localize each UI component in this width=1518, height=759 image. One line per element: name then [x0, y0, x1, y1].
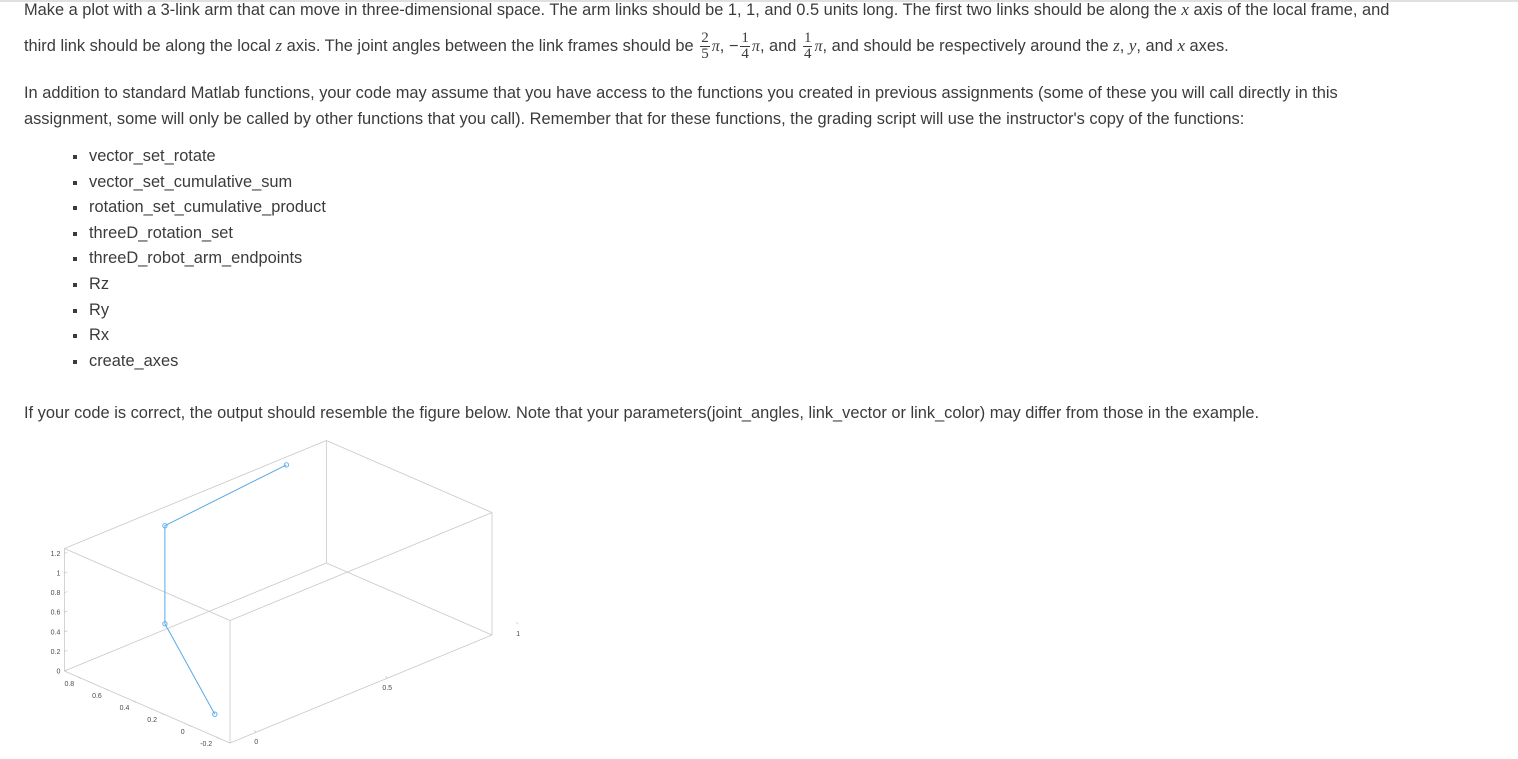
list-item: Rx: [72, 323, 326, 349]
list-item: vector_set_rotate: [72, 144, 326, 170]
list-item: Ry: [72, 298, 326, 324]
z-tick-label: 0.4: [50, 629, 61, 637]
bullet-icon: [73, 181, 77, 185]
fraction-angle-2: $\frac{1}{4}$: [741, 30, 749, 62]
z-tick-label: 0.8: [50, 590, 61, 598]
var-x: x: [1181, 0, 1189, 19]
z-tick-mark: [64, 552, 67, 553]
z-tick-mark: [64, 592, 67, 593]
list-item: threeD_rotation_set: [72, 221, 326, 247]
bullet-icon: [73, 206, 77, 210]
instructions-line-2: third link should be along the local z axis. The joint angles between the link frames should be $\frac{2}{5}$ π, − $\frac{1}{4}$ π, and $\frac{1}{4}$ π, and should be respectively around the z, y, and x axes.: [24, 30, 1229, 62]
z-tick-label: 1: [56, 570, 61, 578]
list-item: vector_set_cumulative_sum: [72, 170, 326, 196]
y-tick-label: 0.4: [119, 705, 130, 712]
y-tick-label: 0.8: [64, 681, 75, 688]
x-tick-label: 0: [254, 739, 259, 747]
x-tick-mark: [385, 676, 387, 678]
bullet-icon: [73, 283, 77, 287]
list-item: Rz: [72, 272, 326, 298]
bullet-icon: [73, 257, 77, 261]
axis-box-edge: [64, 549, 230, 621]
fraction-angle-1: $\frac{2}{5}$: [701, 30, 709, 62]
y-tick-label: 0.6: [92, 693, 102, 700]
bullet-icon: [73, 309, 77, 313]
figure-caption-paragraph: If your code is correct, the output should resemble the figure below. Note that your parameters(joint_angles, link_vector or link_color) may differ from those in the example.: [24, 404, 1260, 422]
list-item: threeD_robot_arm_endpoints: [72, 246, 326, 272]
functions-intro-line-1: In addition to standard Matlab functions, your code may assume that you have access to the functions you created in previous assignments (some of these you will call directly in this: [24, 84, 1338, 102]
axis-box-edge: [64, 441, 326, 549]
functions-intro-line-2: assignment, some will only be called by other functions that you call). Remember that for these functions, the grading script will use the instructor's copy of the functions:: [24, 110, 1245, 128]
bullet-icon: [73, 155, 77, 159]
arm-link-line: [165, 465, 287, 714]
x-tick-mark: [254, 730, 256, 732]
functions-intro-paragraph: [24, 80, 1338, 132]
fraction-angle-3: $\frac{1}{4}$: [803, 30, 812, 62]
function-list: [72, 144, 326, 374]
x-tick-label: 1: [516, 631, 521, 639]
instructions-line-1: Make a plot with a 3-link arm that can move in three-dimensional space. The arm links should be 1, 1, and 0.5 units long. The first two links should be along the x axis of the local frame, and: [24, 0, 1390, 19]
y-tick-label: 0.2: [147, 717, 157, 724]
z-tick-label: 0.2: [50, 648, 61, 656]
z-tick-mark: [64, 631, 67, 632]
list-item: create_axes: [72, 349, 326, 375]
x-tick-label: 0.5: [382, 685, 393, 693]
bullet-icon: [73, 360, 77, 364]
bullet-icon: [73, 334, 77, 338]
axis-box-edge: [326, 563, 492, 635]
y-tick-label: -0.2: [200, 741, 213, 748]
axis-box-edge: [64, 563, 326, 671]
list-item: rotation_set_cumulative_product: [72, 195, 326, 221]
bullet-icon: [73, 232, 77, 236]
z-tick-label: 1.2: [50, 550, 61, 558]
axis-box-edge: [230, 635, 492, 743]
z-tick-mark: [64, 611, 67, 612]
z-tick-label: 0.6: [50, 609, 61, 617]
axis-box-edge: [230, 513, 492, 621]
y-tick-label: 0: [180, 729, 185, 736]
robot-arm-3d-plot: [50, 455, 521, 754]
z-tick-mark: [64, 572, 67, 573]
axis-box-edge: [326, 441, 492, 513]
z-tick-label: 0: [56, 668, 61, 676]
robot-arm-figure: [50, 455, 521, 759]
var-z: z: [275, 35, 283, 55]
instructions-paragraph: [24, 0, 1389, 62]
x-tick-mark: [516, 622, 518, 624]
z-tick-mark: [64, 650, 67, 651]
axis-box-edge: [64, 671, 230, 743]
